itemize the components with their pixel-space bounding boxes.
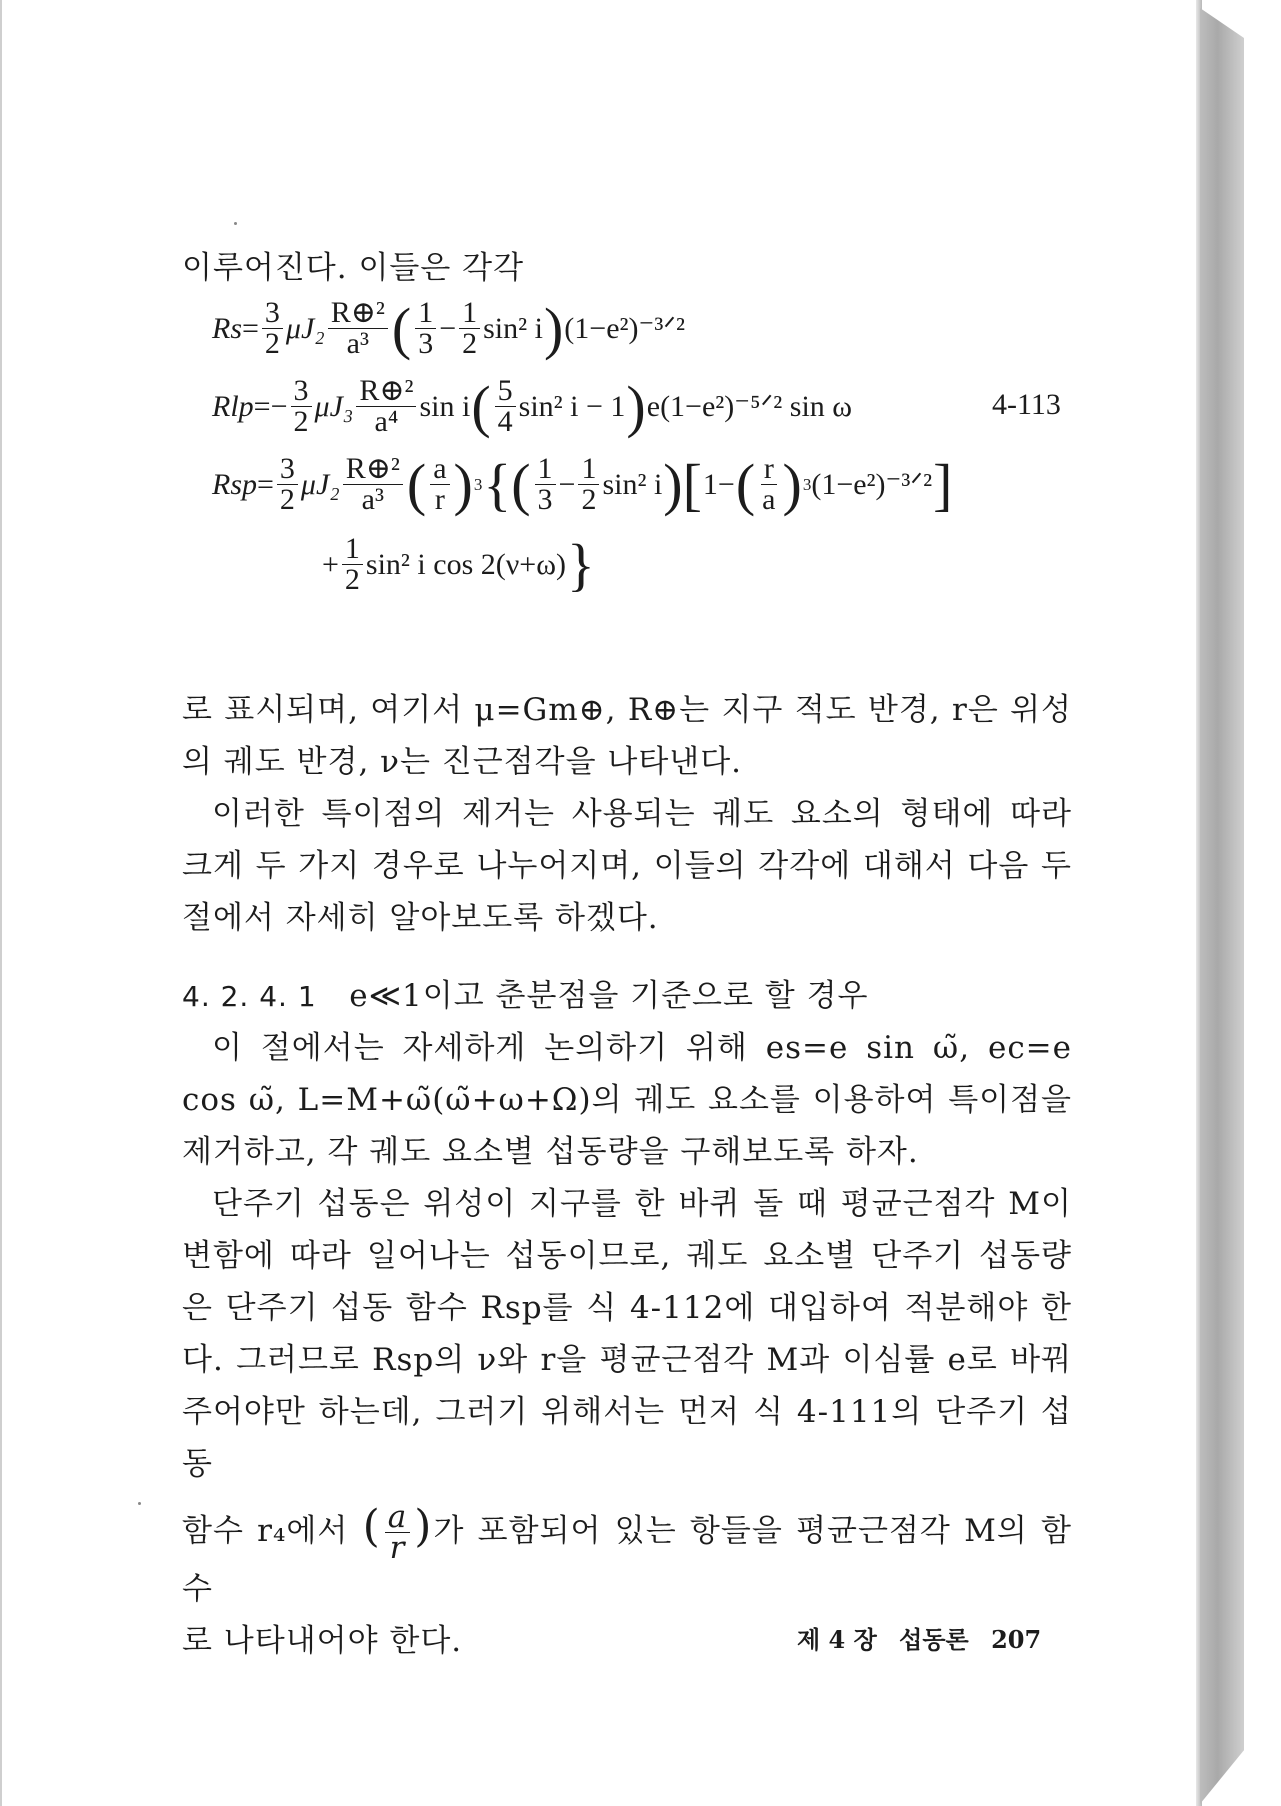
rsp-r-frac: $\frac{\text{R⊕²}}{\text{a³}}$ bbox=[343, 454, 403, 515]
rlp-r-frac: $\frac{\text{R⊕²}}{\text{a⁴}}$ bbox=[356, 376, 416, 437]
equation-number: 4-113 bbox=[992, 388, 1061, 421]
rsp-tail: (1−e²)⁻³ᐟ² bbox=[811, 468, 933, 501]
footer-title: 섭동론 bbox=[899, 1625, 969, 1654]
page-footer bbox=[797, 1620, 1055, 1655]
rs-f1: $\frac{1}{3}$ bbox=[415, 298, 436, 359]
paragraph-elements: 이 절에서는 자세하게 논의하기 위해 es=e sin ω̃, ec=e cos ω̃, L=M+ω̃(ω̃+ω+Ω)의 궤도 요소를 이용하여 특이점을 제거하고, 각 궤도 요소별 섭동량을 구해보도록 하자. bbox=[182, 1030, 1072, 1170]
rsp-f2: $\frac{1}{2}$ bbox=[578, 454, 599, 515]
explanation-block bbox=[182, 684, 1072, 944]
rsp-muj: μJ₂ bbox=[300, 467, 340, 501]
print-speck bbox=[234, 222, 237, 225]
footer-chapter: 제 4 장 bbox=[797, 1625, 877, 1654]
paragraph-singularity: 이러한 특이점의 제거는 사용되는 궤도 요소의 형태에 따라 크게 두 가지 경우로 나누어지며, 이들의 각각에 대해서 다음 두 절에서 자세히 알아보도록 하겠다. bbox=[182, 796, 1072, 936]
rsp-cont-tail: sin² i cos 2(ν+ω) bbox=[365, 547, 566, 581]
rlp-muj: μJ₃ bbox=[314, 389, 354, 423]
rsp-cont-frac: $\frac{1}{2}$ bbox=[342, 534, 363, 595]
rlp-coef-frac: $\frac{3}{2}$ bbox=[291, 376, 312, 437]
rsp-sin: sin² i bbox=[602, 467, 663, 501]
last-line: 함수 r₄에서 ( $\frac{a}{r}$ )가 포함되어 있는 항들을 평균근점각 M의 함수 bbox=[182, 1499, 1073, 1607]
equation-rs: Rs = $\frac{3}{2}$ μJ₂ $\frac{\text{R⊕²}}{\text{a³}}$ ( $\frac{1}{3}$ − $\frac{1}{2}$ sin² i ) (1−e²)⁻³ᐟ² bbox=[212, 295, 686, 361]
rlp-sin-i: sin i bbox=[419, 389, 471, 423]
section-heading bbox=[182, 970, 1072, 1023]
section-title: e≪1이고 춘분점을 기준으로 할 경우 bbox=[349, 978, 869, 1014]
page-edge-shadow bbox=[1200, 8, 1244, 1804]
rlp-inner: sin² i − 1 bbox=[518, 389, 626, 423]
section-number: 4. 2. 4. 1 bbox=[182, 980, 317, 1013]
ar-inline-frac: $\frac{a}{r}$ bbox=[385, 1502, 410, 1563]
page-number: 207 bbox=[991, 1625, 1042, 1654]
body-block bbox=[182, 1022, 1072, 1667]
rs-tail: (1−e²)⁻³ᐟ² bbox=[564, 312, 686, 345]
rsp-f1: $\frac{1}{3}$ bbox=[535, 454, 556, 515]
intro-text: 이루어진다. 이들은 각각 bbox=[182, 250, 525, 286]
last-line-before: 함수 r₄에서 bbox=[182, 1513, 349, 1549]
rs-f2: $\frac{1}{2}$ bbox=[459, 298, 480, 359]
rs-lhs: Rs bbox=[212, 311, 242, 345]
rs-muj: μJ₂ bbox=[285, 311, 325, 345]
rsp-lhs: Rsp bbox=[212, 467, 257, 501]
rsp-ar-frac: $\frac{a}{r}$ bbox=[430, 454, 449, 515]
equation-rsp: Rsp = $\frac{3}{2}$ μJ₂ $\frac{\text{R⊕²}}{\text{a³}}$ ( $\frac{a}{r}$ ) 3 {( $\frac{1}{3}$ − $\frac{1}{2}$ sin² i )[ 1− ( $\frac{r}{a}$ ) 3 (1−e²)⁻³ᐟ² ] bbox=[212, 451, 953, 517]
rs-r-frac: $\frac{\text{R⊕²}}{\text{a³}}$ bbox=[328, 298, 388, 359]
paragraph-short-period: 단주기 섭동은 위성이 지구를 한 바퀴 돌 때 평균근점각 M이 변함에 따라 일어나는 섭동이므로, 궤도 요소별 단주기 섭동량은 단주기 섭동 함수 Rsp를 식 4-112에 대입하여 적분해야 한다. 그러므로 Rsp의 ν와 r을 평균근점각 M과 이심률 e로 바꿔 주어야만 하는데, 그러기 위해서는 먼저 식 4-111의 단주기 섭동 bbox=[182, 1186, 1072, 1482]
paragraph-definitions: 로 표시되며, 여기서 μ=Gm⊕, R⊕는 지구 적도 반경, r은 위성의 궤도 반경, ν는 진근점각을 나타낸다. bbox=[182, 692, 1072, 780]
rlp-tail: e(1−e²)⁻⁵ᐟ² sin ω bbox=[646, 390, 853, 423]
rsp-ra-frac: $\frac{r}{a}$ bbox=[762, 452, 776, 516]
rsp-coef-frac: $\frac{3}{2}$ bbox=[277, 454, 298, 515]
rlp-lhs: Rlp bbox=[212, 389, 254, 423]
equation-rlp: Rlp = − $\frac{3}{2}$ μJ₃ $\frac{\text{R⊕²}}{\text{a⁴}}$ sin i ( $\frac{5}{4}$ sin² i − 1 ) e(1−e²)⁻⁵ᐟ² sin ω bbox=[212, 373, 853, 439]
rs-coef-frac: $\frac{3}{2}$ bbox=[262, 298, 283, 359]
last-line-end: 로 나타내어야 한다. bbox=[182, 1623, 463, 1659]
rlp-f1: $\frac{5}{4}$ bbox=[495, 376, 516, 437]
rs-sin: sin² i bbox=[483, 311, 543, 345]
intro-line bbox=[182, 242, 1072, 294]
equation-rsp-cont: + $\frac{1}{2}$ sin² i cos 2(ν+ω) } bbox=[322, 531, 595, 597]
print-speck bbox=[138, 1502, 141, 1505]
last-line-after: 가 포함되어 있는 항들을 평균근점각 M의 함수 bbox=[182, 1513, 1073, 1607]
